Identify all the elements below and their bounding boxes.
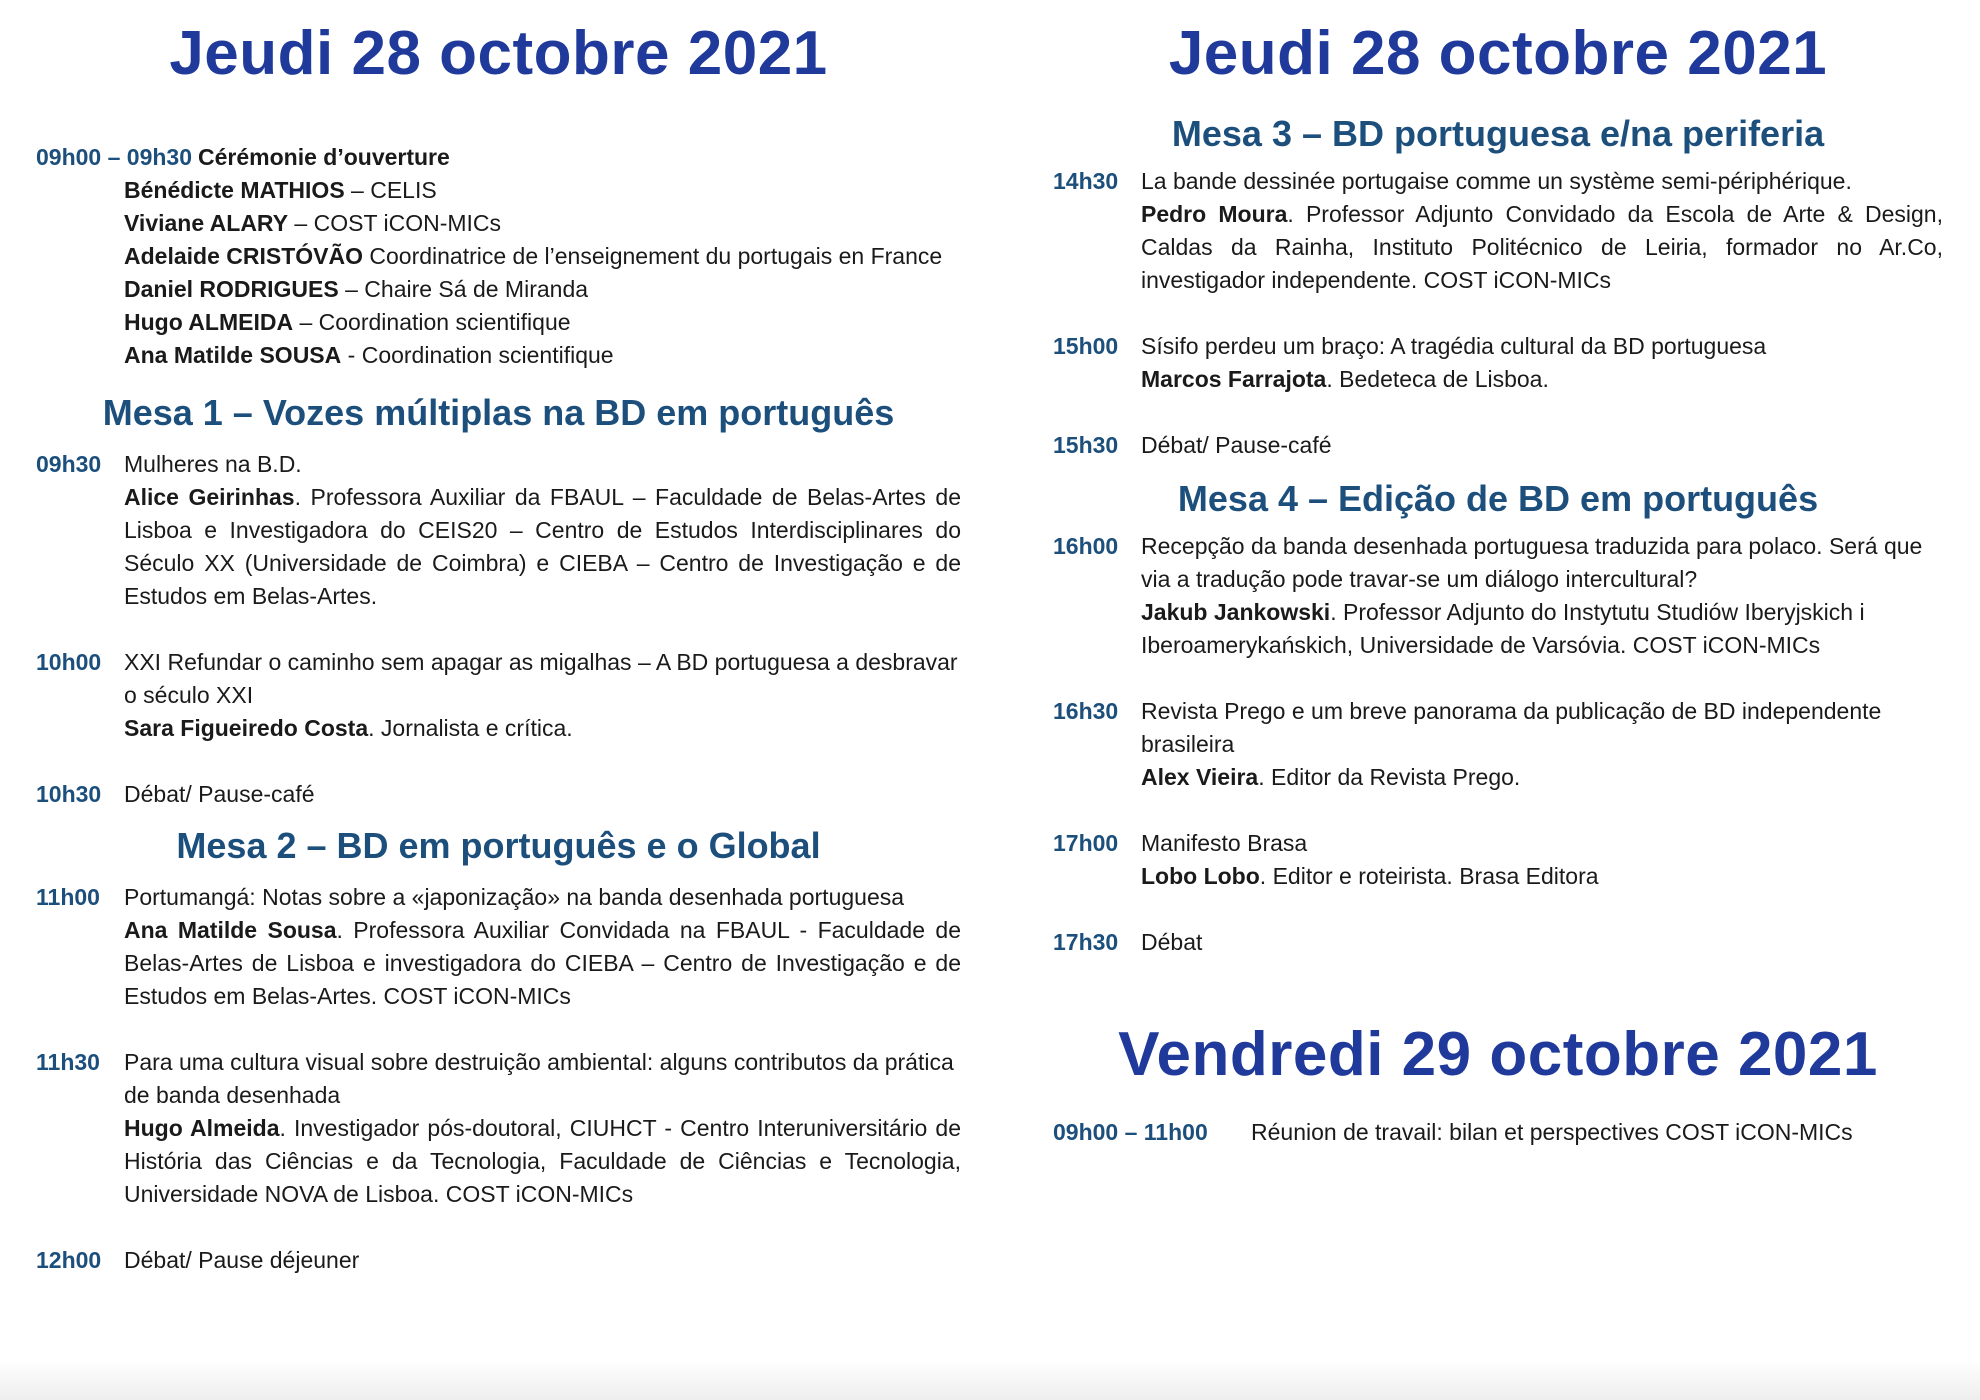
session-time: 10h30 — [36, 781, 102, 807]
session-title: Débat/ Pause-café — [124, 781, 315, 807]
session-item — [1053, 429, 1943, 462]
session-speaker-info: Pedro Moura. Professor Adjunto Convidado da Escola de Arte & Design, Caldas da Rainha, Instituto Politécnico de Leiria, formador no Ar.Co, investigador independente. COST iCON-MICs — [1141, 201, 1943, 293]
session-time: 17h00 — [1053, 830, 1119, 856]
session-title: Débat/ Pause-café — [1141, 432, 1332, 458]
opening-person: Adelaide CRISTÓVÃO Coordinatrice de l’enseignement du portugais en France — [124, 243, 943, 269]
session-title: Recepção da banda desenhada portuguesa traduzida para polaco. Será que via a tradução pode travar-se um diálogo intercultural? — [1141, 533, 1923, 592]
session-time: 12h00 — [36, 1247, 102, 1273]
session-item — [36, 646, 961, 745]
session-speaker-info: Sara Figueiredo Costa. Jornalista e crítica. — [124, 715, 573, 741]
session-title: Mulheres na B.D. — [124, 451, 302, 477]
session-title: Réunion de travail: bilan et perspectives COST iCON-MICs — [1251, 1119, 1853, 1145]
session-time: 10h00 — [36, 649, 102, 675]
session-title: Para uma cultura visual sobre destruição ambiental: alguns contributos da prática de banda desenhada — [124, 1049, 954, 1108]
session-title: Débat — [1141, 929, 1203, 955]
opening-person: Ana Matilde SOUSA - Coordination scientifique — [124, 342, 614, 368]
session-item — [36, 448, 961, 613]
session-time: 15h00 — [1053, 333, 1119, 359]
session-item — [36, 1046, 961, 1211]
session-time: 15h30 — [1053, 432, 1119, 458]
session-item — [1053, 530, 1943, 662]
session-speaker-info: Ana Matilde Sousa. Professora Auxiliar Convidada na FBAUL - Faculdade de Belas-Artes de Lisboa e investigadora do CIEBA – Centro de Investigação e de Estudos em Belas-Artes. COST iCON-MICs — [124, 917, 961, 1009]
session-title: Débat/ Pause déjeuner — [124, 1247, 360, 1273]
session-time: 16h30 — [1053, 698, 1119, 724]
opening-session — [36, 141, 961, 372]
session-speaker-info: Marcos Farrajota. Bedeteca de Lisboa. — [1141, 366, 1549, 392]
day-title-left: Jeudi 28 octobre 2021 — [169, 19, 828, 88]
session-title: Portumangá: Notas sobre a «japonização» na banda desenhada portuguesa — [124, 884, 905, 910]
session-time: 17h30 — [1053, 929, 1119, 955]
opening-header — [36, 141, 961, 174]
session-title: Sísifo perdeu um braço: A tragédia cultural da BD portuguesa — [1141, 333, 1767, 359]
mesa-4-sessions — [1053, 530, 1943, 959]
mesa-4-title: Mesa 4 – Edição de BD em português — [1177, 478, 1819, 519]
session-item — [1053, 330, 1943, 396]
mesa-1-sessions — [36, 448, 961, 811]
session-speaker-info: Lobo Lobo. Editor e roteirista. Brasa Editora — [1141, 863, 1599, 889]
session-item — [1053, 695, 1943, 794]
session-speaker-info: Hugo Almeida. Investigador pós-doutoral, CIUHCT - Centro Interuniversitário de História das Ciências e da Tecnologia, Faculdade de Ciências e Tecnologia, Universidade NOVA de Lisboa. COST iCON-MICs — [124, 1115, 961, 1207]
session-title: Cérémonie d’ouverture — [198, 144, 450, 170]
session-item — [36, 1244, 961, 1277]
right-column — [1053, 0, 1943, 1149]
session-speaker-info: Alex Vieira. Editor da Revista Prego. — [1141, 764, 1521, 790]
session-title: La bande dessinée portugaise comme un système semi-périphérique. — [1141, 168, 1852, 194]
session-time: 11h00 — [36, 884, 100, 910]
opening-person: Hugo ALMEIDA – Coordination scientifique — [124, 309, 571, 335]
day-title-friday: Vendredi 29 octobre 2021 — [1118, 1020, 1878, 1089]
session-time: 09h30 — [36, 451, 102, 477]
session-time: 11h30 — [36, 1049, 100, 1075]
mesa-3-title: Mesa 3 – BD portuguesa e/na periferia — [1171, 113, 1825, 154]
session-title: Revista Prego e um breve panorama da publicação de BD independente brasileira — [1141, 698, 1882, 757]
friday-sessions — [1053, 1116, 1943, 1149]
bottom-edge-shadow — [0, 1360, 1980, 1400]
session-time: 16h00 — [1053, 533, 1119, 559]
session-item — [36, 881, 961, 1013]
mesa-2-sessions — [36, 881, 961, 1277]
left-column — [36, 0, 961, 1277]
session-item — [1053, 1116, 1943, 1149]
opening-person: Bénédicte MATHIOS – CELIS — [124, 177, 437, 203]
day-title-right: Jeudi 28 octobre 2021 — [1168, 19, 1828, 88]
session-item — [1053, 827, 1943, 893]
session-title: Manifesto Brasa — [1141, 830, 1308, 856]
session-item — [1053, 926, 1943, 959]
session-speaker-info: Jakub Jankowski. Professor Adjunto do Instytutu Studiów Iberyjskich i Iberoamerykańskich, Universidade de Varsóvia. COST iCON-MICs — [1141, 599, 1865, 658]
session-item — [36, 778, 961, 811]
opening-person: Daniel RODRIGUES – Chaire Sá de Miranda — [124, 276, 589, 302]
session-speaker-info: Alice Geirinhas. Professora Auxiliar da FBAUL – Faculdade de Belas-Artes de Lisboa e Investigadora do CEIS20 – Centro de Estudos Interdisciplinares do Século XX (Universidade de Coimbra) e CIEBA – Centro de Investigação e de Estudos em Belas-Artes. — [124, 484, 961, 609]
mesa-1-title: Mesa 1 – Vozes múltiplas na BD em português — [102, 392, 895, 433]
session-item — [1053, 165, 1943, 297]
opening-person: Viviane ALARY – COST iCON-MICs — [124, 210, 502, 236]
session-time: 14h30 — [1053, 168, 1119, 194]
session-time: 09h00 – 09h30 — [36, 144, 193, 170]
mesa-3-sessions — [1053, 165, 1943, 462]
session-title: XXI Refundar o caminho sem apagar as migalhas – A BD portuguesa a desbravar o século XXI — [124, 649, 958, 708]
mesa-2-title: Mesa 2 – BD em português e o Global — [176, 825, 821, 866]
session-time: 09h00 – 11h00 — [1053, 1119, 1208, 1145]
